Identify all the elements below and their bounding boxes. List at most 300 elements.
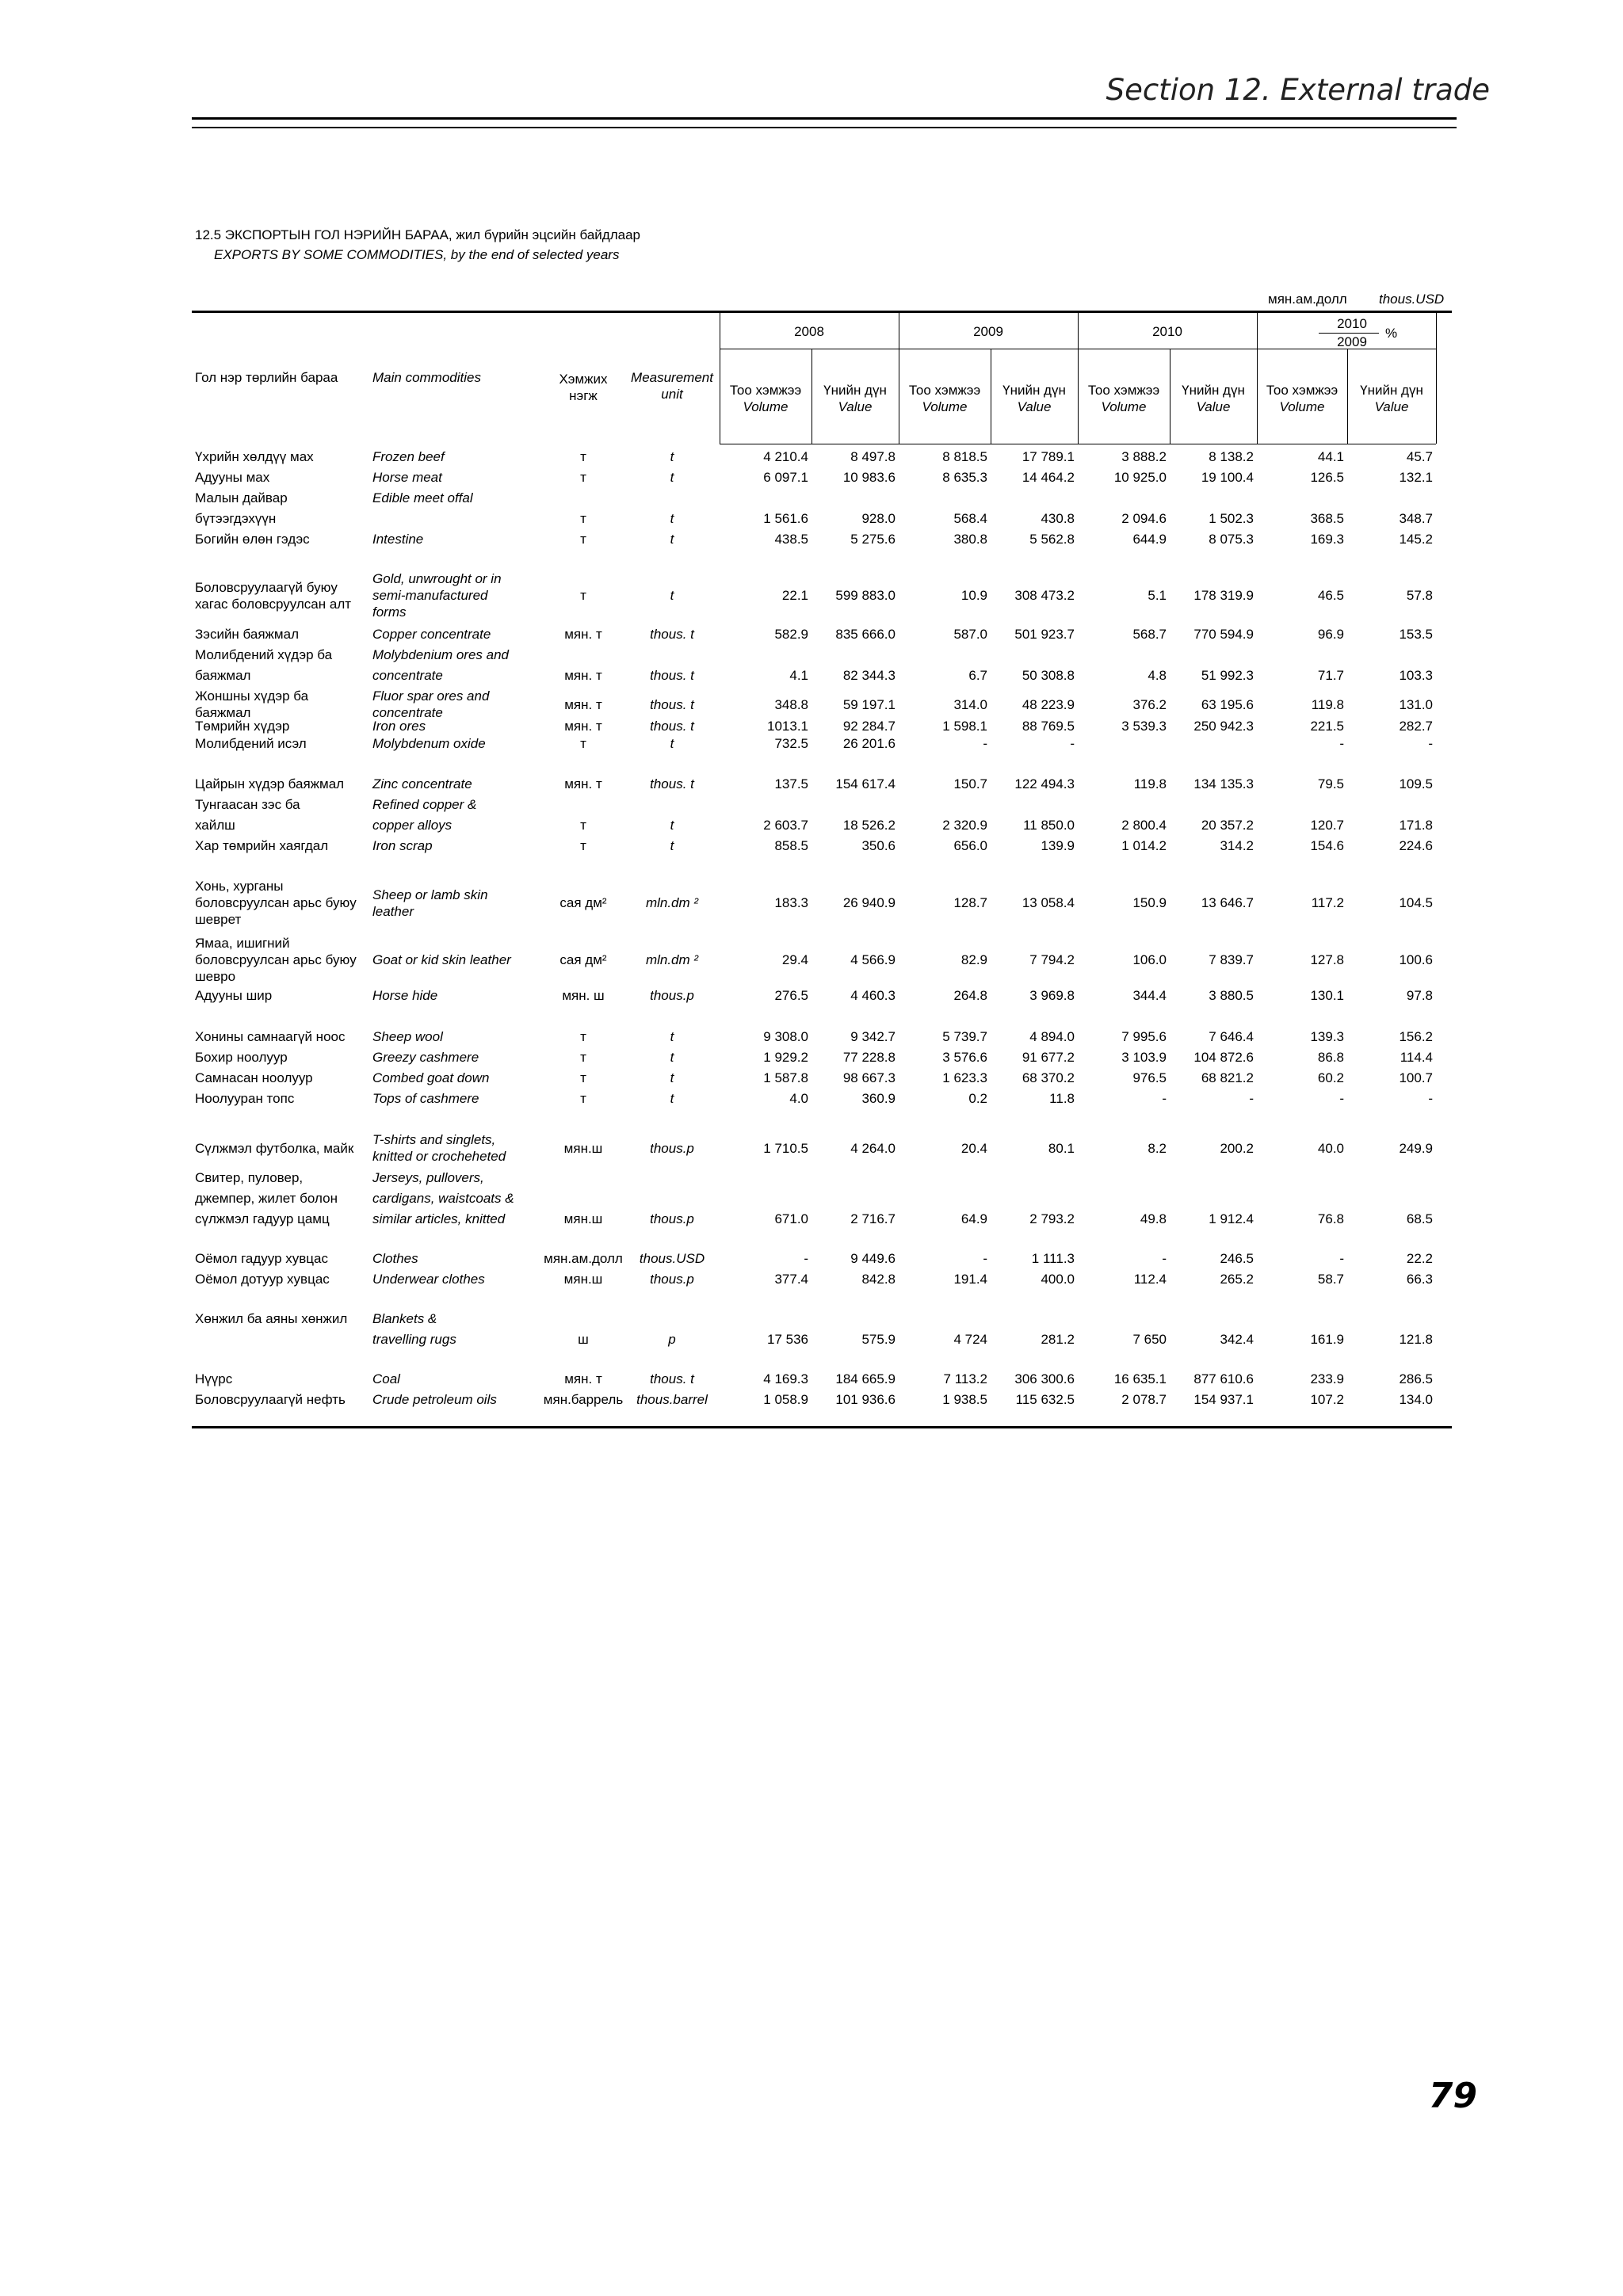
row-cell: 9 342.7 (850, 1029, 896, 1044)
row-cell: 134 135.3 (1193, 776, 1254, 791)
row-cell: 249.9 (1399, 1140, 1433, 1156)
row-cell: 1 623.3 (942, 1070, 987, 1085)
row-commodity-en: Jerseys, pullovers, (372, 1170, 484, 1185)
row-cell: 348.8 (774, 696, 808, 712)
row-commodity-mn: Боловсруулаагүй нефть (195, 1392, 346, 1407)
row-cell: 2 078.7 (1121, 1392, 1167, 1407)
row-cell: 250 942.3 (1193, 719, 1254, 734)
row-cell: 377.4 (774, 1272, 808, 1287)
row-unit-mn: т (580, 1091, 586, 1106)
header-volume-mn: Тоо хэмжээ (908, 383, 981, 398)
row-cell: - (1339, 1251, 1344, 1266)
row-commodity-mn: джемпер, жилет болон (195, 1191, 338, 1206)
row-cell: 380.8 (953, 532, 987, 547)
unit-label-en: thous.USD (1379, 292, 1445, 307)
row-cell: 656.0 (953, 838, 987, 853)
row-cell: 63 195.6 (1201, 696, 1254, 712)
row-cell: 1 929.2 (763, 1050, 808, 1065)
row-cell: 103.3 (1399, 668, 1433, 683)
header-commodity-mn: Гол нэр төрлийн бараа (195, 370, 338, 385)
row-cell: 71.7 (1317, 668, 1344, 683)
row-cell: 82 344.3 (842, 668, 896, 683)
row-unit-en: t (670, 588, 674, 603)
header-rule-thin (192, 127, 1457, 128)
row-unit-mn: мян.баррель (543, 1392, 624, 1407)
row-cell: 183.3 (774, 895, 808, 910)
row-cell: 8.2 (1148, 1140, 1167, 1156)
header-ratio-pct: % (1385, 326, 1398, 341)
row-cell: 438.5 (774, 532, 808, 547)
row-cell: 281.2 (1041, 1332, 1075, 1347)
row-cell: 348.7 (1399, 511, 1433, 526)
row-commodity-mn: боловсруулсан арьс буюу (195, 895, 357, 910)
row-cell: 344.4 (1132, 988, 1167, 1003)
row-unit-en: t (670, 1029, 674, 1044)
row-commodity-en: Combed goat down (372, 1070, 490, 1085)
row-commodity-en: similar articles, knitted (372, 1211, 506, 1226)
row-commodity-en: travelling rugs (372, 1332, 456, 1347)
row-commodity-mn: баяжмал (195, 705, 251, 720)
row-cell: 1 710.5 (763, 1140, 808, 1156)
row-cell: 16 635.1 (1113, 1371, 1167, 1386)
row-cell: - (804, 1251, 808, 1266)
row-cell: - (1428, 736, 1433, 751)
row-cell: 91 677.2 (1022, 1050, 1075, 1065)
row-cell: 4 460.3 (850, 988, 896, 1003)
row-unit-mn: т (580, 449, 586, 464)
row-commodity-mn: Бохир ноолуур (195, 1050, 288, 1065)
row-commodity-mn: Молибдений хүдэр ба (195, 647, 333, 662)
row-cell: 58.7 (1317, 1272, 1344, 1287)
row-cell: 107.2 (1310, 1392, 1344, 1407)
row-unit-mn: т (580, 588, 586, 603)
row-unit-mn: т (580, 1070, 586, 1085)
row-cell: 7 995.6 (1121, 1029, 1167, 1044)
row-cell: 5 562.8 (1029, 532, 1075, 547)
row-unit-mn: т (580, 736, 586, 751)
row-unit-mn: мян. т (564, 719, 602, 734)
row-commodity-mn: Молибдений исэл (195, 736, 307, 751)
row-commodity-mn: Нүүрс (195, 1371, 233, 1386)
row-cell: 68.5 (1406, 1211, 1433, 1226)
row-cell: 17 536 (767, 1332, 808, 1347)
row-cell: 119.8 (1311, 696, 1344, 712)
row-cell: 8 497.8 (850, 449, 896, 464)
row-commodity-mn: Оёмол гадуур хувцас (195, 1251, 328, 1266)
header-unit-en-2: unit (661, 387, 683, 402)
row-unit-mn: т (580, 1050, 586, 1065)
row-commodity-mn: Хөнжил ба аяны хөнжил (195, 1311, 348, 1326)
row-cell: 88 769.5 (1022, 719, 1075, 734)
row-cell: 276.5 (774, 988, 808, 1003)
row-cell: 139.9 (1041, 838, 1075, 853)
row-commodity-en: Greezy cashmere (372, 1050, 479, 1065)
row-commodity-en: Iron scrap (372, 838, 433, 853)
row-unit-mn: мян.ам.долл (544, 1251, 623, 1266)
header-value-en: Value (1196, 399, 1231, 414)
row-cell: 6.7 (968, 668, 987, 683)
row-cell: 8 635.3 (942, 470, 987, 485)
row-unit-en: t (670, 470, 674, 485)
row-cell: 60.2 (1317, 1070, 1344, 1085)
row-cell: 20.4 (960, 1140, 987, 1156)
row-cell: 79.5 (1317, 776, 1344, 791)
row-unit-en: thous. t (650, 627, 694, 642)
row-unit-en: t (670, 449, 674, 464)
row-cell: 13 058.4 (1022, 895, 1075, 910)
row-cell: 128.7 (953, 895, 987, 910)
row-commodity-mn: хагас боловсруулсан алт (195, 596, 352, 612)
row-cell: 106.0 (1132, 952, 1167, 967)
row-commodity-en: Sheep or lamb skin (372, 887, 488, 902)
row-cell: 14 464.2 (1022, 470, 1075, 485)
row-cell: 97.8 (1406, 988, 1433, 1003)
row-cell: 4 210.4 (763, 449, 808, 464)
row-cell: 154 937.1 (1193, 1392, 1254, 1407)
row-cell: 1 587.8 (763, 1070, 808, 1085)
row-unit-en: thous.barrel (636, 1392, 708, 1407)
row-cell: 1 912.4 (1209, 1211, 1254, 1226)
row-cell: 11 850.0 (1023, 818, 1075, 833)
row-cell: 265.2 (1220, 1272, 1254, 1287)
row-cell: 575.9 (861, 1332, 896, 1347)
row-commodity-en: Frozen beef (372, 449, 445, 464)
row-unit-mn: ш (578, 1332, 589, 1347)
row-unit-mn: мян. т (564, 696, 602, 712)
row-commodity-mn: бүтээгдэхүүн (195, 511, 277, 526)
row-cell: 178 319.9 (1193, 588, 1254, 603)
row-cell: 1 561.6 (763, 511, 808, 526)
row-cell: 314.0 (953, 696, 987, 712)
row-commodity-mn: Хонь, хурганы (195, 879, 284, 894)
header-unit-en: Measurement (631, 370, 713, 385)
row-cell: 18 526.2 (842, 818, 896, 833)
row-cell: 98 667.3 (842, 1070, 896, 1085)
row-cell: 117.2 (1311, 895, 1344, 910)
row-cell: 4.8 (1148, 668, 1167, 683)
row-cell: 122 494.3 (1014, 776, 1075, 791)
header-value-mn: Үнийн дүн (1360, 383, 1423, 398)
row-commodity-en: Edible meet offal (372, 490, 473, 505)
row-cell: 45.7 (1406, 449, 1433, 464)
row-cell: 132.1 (1399, 470, 1433, 485)
row-commodity-mn: Боловсруулаагүй буюу (195, 579, 338, 595)
row-commodity-en: Refined copper & (372, 797, 477, 812)
row-unit-en: t (670, 736, 674, 751)
row-cell: 130.1 (1310, 988, 1344, 1003)
row-commodity-mn: Свитер, пуловер, (195, 1170, 304, 1185)
row-commodity-mn: баяжмал (195, 668, 251, 683)
row-commodity-mn: Төмрийн хүдэр (195, 719, 290, 734)
row-unit-mn: мян. т (564, 668, 602, 683)
row-cell: 2 716.7 (850, 1211, 896, 1226)
row-cell: 4.0 (789, 1091, 808, 1106)
row-cell: 7 646.4 (1209, 1029, 1254, 1044)
row-cell: 224.6 (1399, 838, 1433, 853)
row-commodity-en: leather (372, 903, 414, 919)
row-cell: 4 264.0 (850, 1140, 896, 1156)
row-cell: 13 646.7 (1201, 895, 1254, 910)
row-commodity-mn: Ямаа, ишигний (195, 936, 290, 951)
row-cell: 127.8 (1310, 952, 1344, 967)
row-cell: 126.5 (1310, 470, 1344, 485)
header-rule-thick (192, 117, 1457, 120)
header-commodity-en: Main commodities (372, 370, 481, 385)
row-cell: 2 320.9 (942, 818, 987, 833)
row-cell: 1 502.3 (1209, 511, 1254, 526)
row-commodity-mn: хайлш (195, 818, 235, 833)
header-divider (1257, 313, 1258, 444)
row-cell: - (983, 736, 987, 751)
row-cell: 131.0 (1399, 696, 1433, 712)
row-cell: 68 370.2 (1022, 1070, 1075, 1085)
row-cell: 29.4 (781, 952, 808, 967)
unit-label-mn: мян.ам.долл (1268, 292, 1347, 307)
row-unit-en: thous. t (650, 776, 694, 791)
row-cell: 112.4 (1133, 1272, 1167, 1287)
row-unit-en: t (670, 1070, 674, 1085)
row-cell: 19 100.4 (1201, 470, 1254, 485)
row-cell: 26 940.9 (842, 895, 896, 910)
row-cell: - (1339, 1091, 1344, 1106)
row-commodity-mn: Адууны мах (195, 470, 270, 485)
header-volume-mn: Тоо хэмжээ (1087, 383, 1160, 398)
row-unit-mn: сая дм² (559, 952, 607, 967)
row-commodity-mn: шевро (195, 969, 236, 984)
row-commodity-mn: Тунгаасан зэс ба (195, 797, 300, 812)
header-value-en: Value (838, 399, 873, 414)
row-cell: 246.5 (1220, 1251, 1254, 1266)
row-cell: 221.5 (1310, 719, 1344, 734)
row-cell: 156.2 (1399, 1029, 1433, 1044)
row-cell: 8 818.5 (942, 449, 987, 464)
row-unit-mn: т (580, 470, 586, 485)
row-cell: 68 821.2 (1201, 1070, 1254, 1085)
row-commodity-mn: сүлжмэл гадуур цамц (195, 1211, 330, 1226)
row-cell: 77 228.8 (842, 1050, 896, 1065)
row-commodity-mn: Зэсийн баяжмал (195, 627, 299, 642)
row-cell: 770 594.9 (1193, 627, 1254, 642)
row-cell: 101 936.6 (835, 1392, 896, 1407)
row-cell: 732.5 (774, 736, 808, 751)
row-cell: 115 632.5 (1015, 1392, 1075, 1407)
row-cell: 109.5 (1399, 776, 1433, 791)
row-cell: 4 894.0 (1029, 1029, 1075, 1044)
row-unit-en: thous.USD (639, 1251, 705, 1266)
row-cell: 9 449.6 (850, 1251, 896, 1266)
row-cell: 100.6 (1399, 952, 1433, 967)
row-cell: 599 883.0 (835, 588, 896, 603)
header-year-2009: 2009 (973, 324, 1003, 339)
page-number: 79 (1428, 2076, 1477, 2116)
row-cell: 928.0 (861, 511, 896, 526)
table-top-rule (192, 311, 1452, 313)
row-cell: 858.5 (774, 838, 808, 853)
row-cell: 314.2 (1220, 838, 1254, 853)
row-commodity-en: semi-manufactured (372, 588, 488, 603)
row-cell: 0.2 (968, 1091, 987, 1106)
row-commodity-mn: Хонины самнаагүй ноос (195, 1029, 346, 1044)
row-cell: 501 923.7 (1014, 627, 1075, 642)
row-commodity-en: Fluor spar ores and (372, 688, 490, 704)
row-unit-en: thous. t (650, 668, 694, 683)
row-cell: 582.9 (774, 627, 808, 642)
row-cell: 264.8 (953, 988, 987, 1003)
row-cell: 20 357.2 (1201, 818, 1254, 833)
row-cell: 2 094.6 (1121, 511, 1167, 526)
row-cell: 8 138.2 (1209, 449, 1254, 464)
row-cell: 100.7 (1399, 1070, 1433, 1085)
row-cell: 64.9 (960, 1211, 987, 1226)
header-value-mn: Үнийн дүн (1182, 383, 1245, 398)
row-commodity-en: Molybdenium ores and (372, 647, 509, 662)
row-unit-en: thous. t (650, 696, 694, 712)
row-cell: 3 576.6 (942, 1050, 987, 1065)
row-cell: 286.5 (1399, 1371, 1433, 1386)
row-commodity-en: Tops of cashmere (372, 1091, 479, 1106)
row-unit-en: thous. t (650, 1371, 694, 1386)
row-cell: 3 888.2 (1121, 449, 1167, 464)
row-cell: 92 284.7 (842, 719, 896, 734)
header-volume-en: Volume (743, 399, 789, 414)
row-commodity-mn: Хар төмрийн хаягдал (195, 838, 329, 853)
header-value-en: Value (1374, 399, 1409, 414)
row-cell: - (1070, 736, 1075, 751)
row-commodity-en: copper alloys (372, 818, 453, 833)
row-unit-mn: мян. т (564, 1371, 602, 1386)
row-cell: 184 665.9 (835, 1371, 896, 1386)
row-commodity-en: Coal (372, 1371, 400, 1386)
row-cell: - (1339, 736, 1344, 751)
row-unit-mn: т (580, 1029, 586, 1044)
row-unit-en: thous.p (650, 1211, 694, 1226)
row-cell: 104.5 (1399, 895, 1433, 910)
row-commodity-mn: шеврет (195, 912, 242, 927)
row-cell: 114.4 (1400, 1050, 1433, 1065)
row-cell: 430.8 (1041, 511, 1075, 526)
row-cell: 10.9 (960, 588, 987, 603)
header-volume-en: Volume (922, 399, 968, 414)
row-commodity-en: knitted or crocheheted (372, 1149, 506, 1164)
row-cell: - (983, 1251, 987, 1266)
row-commodity-en: concentrate (372, 668, 443, 683)
row-commodity-en: Goat or kid skin leather (372, 952, 511, 967)
row-commodity-en: concentrate (372, 705, 443, 720)
row-cell: 137.5 (774, 776, 808, 791)
row-cell: 50 308.8 (1022, 668, 1075, 683)
row-cell: 9 308.0 (763, 1029, 808, 1044)
row-cell: 5.1 (1148, 588, 1167, 603)
row-cell: 4.1 (789, 668, 808, 683)
table-title-mn: 12.5 ЭКСПОРТЫН ГОЛ НЭРИЙН БАРАА, жил бүрийн эцсийн байдлаар (195, 227, 640, 242)
row-cell: 10 983.6 (842, 470, 896, 485)
row-cell: 877 610.6 (1193, 1371, 1254, 1386)
row-cell: 17 789.1 (1022, 449, 1075, 464)
header-ratio-top: 2010 (1337, 316, 1367, 331)
row-commodity-en: Iron ores (372, 719, 426, 734)
row-unit-en: t (670, 1050, 674, 1065)
row-cell: 568.4 (953, 511, 987, 526)
header-year-2008: 2008 (794, 324, 824, 339)
row-cell: 150.9 (1132, 895, 1167, 910)
row-cell: 306 300.6 (1014, 1371, 1075, 1386)
row-unit-mn: мян. т (564, 776, 602, 791)
header-ratio-bottom: 2009 (1337, 334, 1367, 349)
row-cell: 6 097.1 (763, 470, 808, 485)
row-cell: 4 566.9 (850, 952, 896, 967)
row-cell: 191.4 (953, 1272, 987, 1287)
row-commodity-en: Sheep wool (372, 1029, 443, 1044)
row-commodity-mn: боловсруулсан арьс буюу (195, 952, 357, 967)
row-cell: 233.9 (1310, 1371, 1344, 1386)
header-unit-mn: Хэмжих (559, 372, 608, 387)
row-cell: 2 800.4 (1121, 818, 1167, 833)
row-commodity-mn: Богийн өлөн гэдэс (195, 532, 310, 547)
table-bottom-rule (192, 1426, 1452, 1428)
row-cell: 3 969.8 (1029, 988, 1075, 1003)
row-cell: 1013.1 (767, 719, 808, 734)
row-cell: 26 201.6 (842, 736, 896, 751)
row-cell: 59 197.1 (842, 696, 896, 712)
row-cell: 44.1 (1317, 449, 1344, 464)
row-cell: 169.3 (1310, 532, 1344, 547)
row-cell: 134.0 (1399, 1392, 1433, 1407)
row-cell: 22.2 (1406, 1251, 1433, 1266)
header-year-2010: 2010 (1152, 324, 1182, 339)
row-cell: 46.5 (1317, 588, 1344, 603)
row-cell: 200.2 (1220, 1140, 1254, 1156)
row-commodity-en: Crude petroleum oils (372, 1392, 497, 1407)
row-cell: 4 169.3 (763, 1371, 808, 1386)
row-commodity-en: Horse hide (372, 988, 438, 1003)
header-value-mn: Үнийн дүн (1002, 383, 1066, 398)
row-commodity-mn: Жоншны хүдэр ба (195, 688, 309, 704)
row-cell: - (1428, 1091, 1433, 1106)
header-volume-mn: Тоо хэмжээ (1266, 383, 1338, 398)
row-unit-en: thous.p (650, 988, 694, 1003)
row-unit-en: t (670, 818, 674, 833)
row-commodity-en: Intestine (372, 532, 424, 547)
row-commodity-en: Horse meat (372, 470, 442, 485)
row-unit-mn: мян.ш (563, 1272, 603, 1287)
row-unit-en: thous. t (650, 719, 694, 734)
row-cell: 1 598.1 (942, 719, 987, 734)
row-unit-en: t (670, 838, 674, 853)
row-cell: 644.9 (1132, 532, 1167, 547)
header-volume-en: Volume (1279, 399, 1325, 414)
row-cell: 342.4 (1220, 1332, 1254, 1347)
row-cell: 86.8 (1317, 1050, 1344, 1065)
row-unit-mn: т (580, 838, 586, 853)
row-cell: 121.8 (1399, 1332, 1433, 1347)
row-unit-mn: мян. т (564, 627, 602, 642)
header-divider (1436, 313, 1437, 444)
row-cell: 835 666.0 (835, 627, 896, 642)
row-cell: 1 111.3 (1031, 1251, 1075, 1266)
row-commodity-mn: Малын дайвар (195, 490, 288, 505)
row-cell: 671.0 (774, 1211, 808, 1226)
row-cell: 119.8 (1133, 776, 1167, 791)
header-volume-en: Volume (1101, 399, 1147, 414)
row-commodity-en: Molybdenum oxide (372, 736, 486, 751)
row-cell: 368.5 (1310, 511, 1344, 526)
row-unit-en: t (670, 511, 674, 526)
section-title: Section 12. External trade (1106, 73, 1490, 107)
row-cell: 171.8 (1399, 818, 1433, 833)
row-cell: - (1249, 1091, 1254, 1106)
header-value-en: Value (1017, 399, 1052, 414)
row-commodity-en: cardigans, waistcoats & (372, 1191, 514, 1206)
